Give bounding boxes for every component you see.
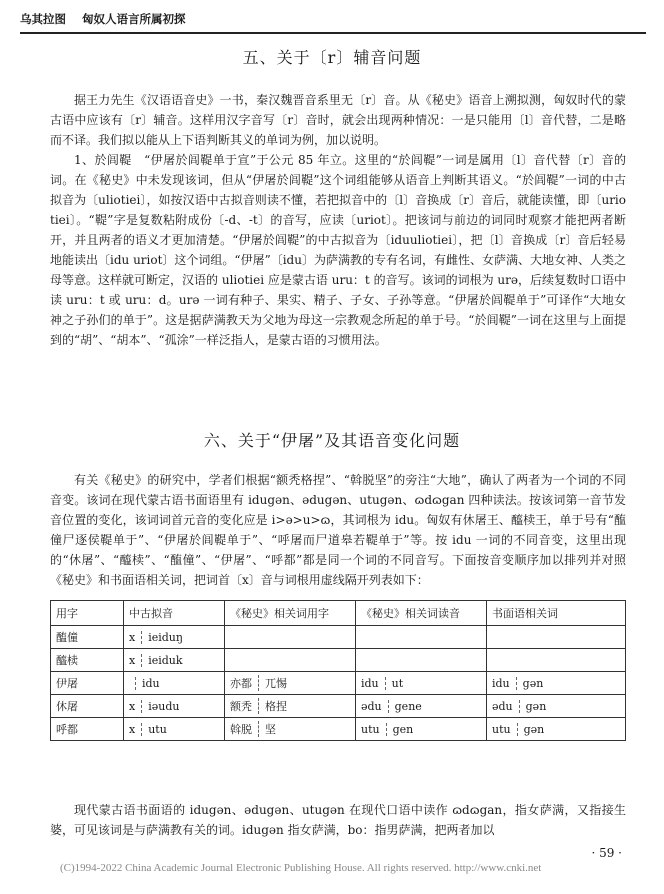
table-cell-ms-read [356,626,487,649]
table-header-row [51,601,626,626]
cell-root: idu [135,677,160,690]
table-cell-written [487,718,626,741]
table-cell-mc [124,695,225,718]
cell-prefix: utu [492,722,511,736]
table-cell-ms-read [356,672,487,695]
table-cell-mc [124,672,225,695]
running-header [20,6,646,34]
cell-root: 坚 [258,721,276,737]
copyright-footer: (C)1994-2022 China Academic Journal Electronic Publishing House. All rights reserved. http://www.cnki.net [60,862,542,874]
page-number: · 59 · [591,846,622,860]
table-cell-mc [124,626,225,649]
cell-prefix: idu [492,676,510,690]
cell-root: gən [519,700,547,713]
cell-root: ieiduŋ [141,631,183,644]
table-header-cell: 《秘史》相关词读音 [356,601,487,626]
table-cell-character: 醢僮 [51,626,124,649]
cell-prefix: idu [361,676,379,690]
cell-root: utu [141,723,167,736]
phonetic-comparison-table [50,600,626,741]
cell-root: gen [386,723,414,736]
table-header-cell: 用字 [51,601,124,626]
cell-prefix: x [129,653,136,667]
cell-root: ieiduk [141,654,182,667]
table-header-cell: 书面语相关词 [487,601,626,626]
cell-root: 格捏 [258,698,287,714]
table-cell-ms-read [356,718,487,741]
table-cell-written [487,626,626,649]
header-author: 乌其拉图 [20,12,66,26]
header-title: 匈奴人语言所属初探 [82,12,186,26]
cell-root: gene [388,700,422,713]
section-6-paragraph-1: 有关《秘史》的研究中，学者们根据“额秃格捏”、“斡脱坚”的旁注“大地”，确认了两者为一个词的不同音变。该词在现代蒙古语书面语里有 idugən、ədugən、utugən、ɷdɷgan 四种读法。按该词第一音节发音位置的变化，该词词首元音的变化应是 i>ə>u>ɷ，其词根为 idu。匈奴有休屠王、醯椟王，单于号有“醢僮尸逐侯鞮单于”、“伊屠於闾鞮单于”、“呼屠而尸道皋若鞮单于”等。按 idu 一词的不同音变，这里出现的“休屠”、“醯椟”、“醢僮”、“伊屠”、“呼都”都是同一个词的不同音写。下面按音变顺序加以排列并对照《秘史》和书面语相关词，把词首〔x〕音与词根用虚线隔开列表如下： [50,473,626,587]
table-cell-written [487,649,626,672]
cell-root: iəudu [141,700,179,713]
cell-prefix: 亦都 [230,677,252,690]
table-cell-written [487,672,626,695]
table-cell-ms-chars [225,649,356,672]
table-header-cell: 中古拟音 [124,601,225,626]
cell-prefix: ədu [492,699,513,713]
table-row [51,649,626,672]
table-cell-ms-read [356,695,487,718]
cell-root: gən [517,723,545,736]
section-5-title: 五、关于〔r〕辅音问题 [242,48,422,67]
table-cell-ms-chars [225,718,356,741]
section-6-paragraph-2: 现代蒙古语书面语的 idugən、ədugən、utugən 在现代口语中读作 ɷdɷgan，指女萨满，又指接生婆，可见该词是与萨满教有关的词。idugən 指女萨满，bo：指男萨满，把两者加以 [50,803,626,837]
cell-prefix: 斡脱 [230,723,252,736]
section-5-paragraph-2: 1、於闾鞮 “伊屠於闾鞮单于宣”于公元 85 年立。这里的“於闾鞮”一词是属用〔l〕音代替〔r〕音的词。在《秘史》中未发现该词，但从“伊屠於闾鞮”这个词组能够从语音上判断其语义。“於闾鞮”一词的中古拟音为〔uliotiei〕，如按汉语中古拟音则读不懂，若把拟音中的〔l〕音换成〔r〕音后，就能读懂，即〔uriotiei〕。“鞮”字是复数粘附成份〔-d、-t〕的音写，应读〔uriot〕。把该词与前边的词同时观察才能把两者断开，并且两者的语义才更加清楚。“伊屠於闾鞮”的中古拟音为〔iduuliotiei〕，把〔l〕音换成〔r〕音后轻易地能读出〔idu uriot〕这个词组。“伊屠”〔idu〕为萨满教的专有名词，有雌性、女萨满、大地女神、人类之母等意。这样就可断定，汉语的 uliotiei 应是蒙古语 uru：t 的音写。该词的词根为 urə，后续复数时口语中读 uru：t 或 uru：d。urə 一词有种子、果实、精子、子女、子孙等意。“伊屠於闾鞮单于”可译作“大地女神之子孙们的单于”。这是据萨满教天为父地为母这一宗教观念所起的单于号。“於闾鞮”一词在这里与上面提到的“胡”、“胡本”、“孤涂”一样泛指人，是蒙古语的习惯用法。 [50,153,626,347]
cell-prefix: ədu [361,699,382,713]
section-5-paragraph-1: 据王力先生《汉语语音史》一书，秦汉魏晋音系里无〔r〕音。从《秘史》语音上溯拟测，匈奴时代的蒙古语中应该有〔r〕辅音。这样用汉字音写〔r〕音时，就会出现两种情况：一是只能用〔l〕音代替，二是略而不译。我们拟以能从上下语判断其义的单词为例，加以说明。 [50,93,626,147]
table-cell-mc [124,649,225,672]
section-6-title: 六、关于“伊屠”及其语音变化问题 [203,431,461,450]
table-cell-character: 呼都 [51,718,124,741]
table-row [51,626,626,649]
table-cell-character: 休屠 [51,695,124,718]
table-row [51,718,626,741]
table-row [51,695,626,718]
table-cell-mc [124,718,225,741]
cell-prefix: 额秃 [230,700,252,713]
table-cell-ms-read [356,649,487,672]
table-header-cell: 《秘史》相关词用字 [225,601,356,626]
table-cell-character: 伊屠 [51,672,124,695]
cell-root: ut [385,677,404,690]
table-cell-written [487,695,626,718]
table-cell-ms-chars [225,626,356,649]
cell-prefix: x [129,630,136,644]
cell-prefix: utu [361,722,380,736]
table-cell-character: 醯椟 [51,649,124,672]
table-cell-ms-chars [225,672,356,695]
cell-prefix: x [129,699,136,713]
cell-root: gən [516,677,544,690]
cell-root: 兀惕 [258,675,287,691]
table-body [51,626,626,741]
table-cell-ms-chars [225,695,356,718]
table-row [51,672,626,695]
cell-prefix: x [129,722,136,736]
